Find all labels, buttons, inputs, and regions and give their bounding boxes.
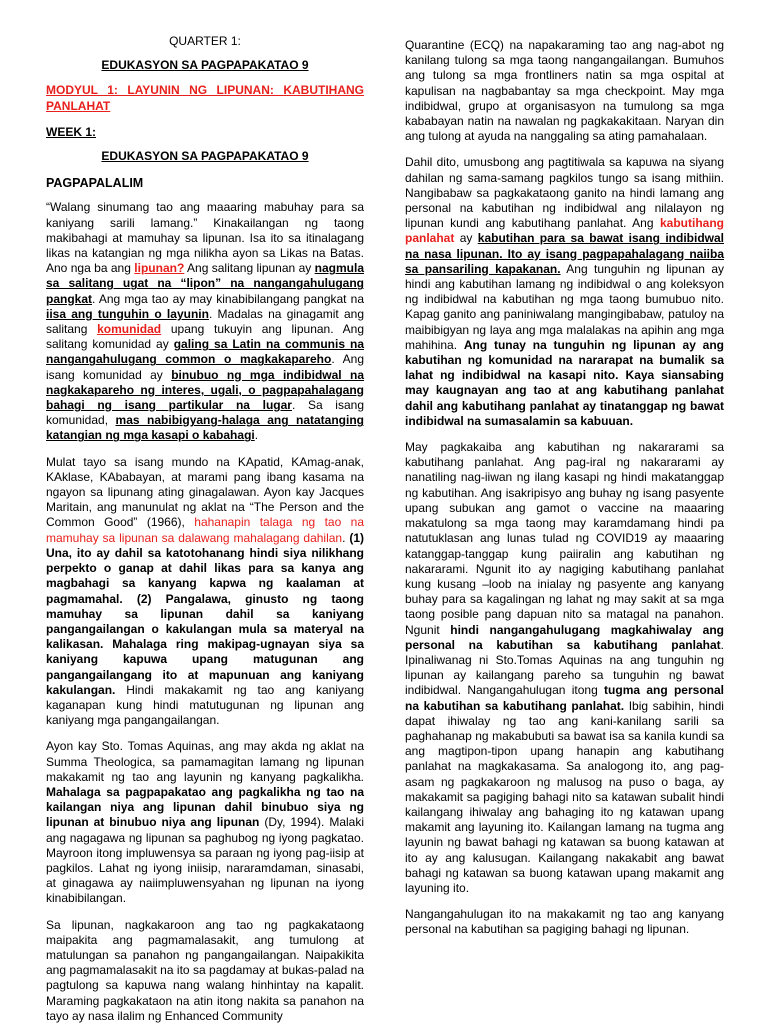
paragraph-conclusion: Nangangahulugan ito na makakamit ng tao ang kanyang personal na kabutihan sa pagiging bahagi ng lipunan. — [405, 907, 724, 937]
paragraph-pagmamalasakit: Sa lipunan, nagkakaroon ang tao ng pagkakataong maipakita ang pagmamalasakit, ang tumulong at matulungan sa panahon ng pangangailangan. Naipakikita ang pagmamalasakit na ito sa pagdamay at bukas-palad na pagtulong sa kapuwa nang walang hinhintay na kapalit. Maraming pagkakataon na atin itong nakita sa panahon na tayo ay nasa ilalim ng Enhanced Community — [46, 917, 364, 1023]
module-title: MODYUL 1: LAYUNIN NG LIPUNAN: KABUTIHANG PANLAHAT — [46, 83, 364, 113]
right-column — [405, 38, 724, 949]
section-heading: PAGPAPALALIM — [46, 176, 144, 191]
paragraph-nakararami: May pagkakaiba ang kabutihan ng nakararami sa kabutihang panlahat. Ang pag-iral ng nakararami ay nanatiling nag-iiwan ng ilang kasapi ng hindi makatanggap ng kabutihan. Ang isakripisyo ang buhay ng isang pasyente upang subukan ang gamot o vaccine na maaaring makatulong sa mga taong may karamdamang hindi pa natutuklasan ang lunas tulad ng COVID19 ay maaaring katanggap-tanggap kung paiiralin ang kabutihan ng nakararami. Ngunit ito ay nagiging kabutihang panlahat kung kusang –loob na inialay ng pasyente ang kanyang buhay para sa kagalingan ng lahat ng may sakit at sa mga taong posible pang dapuan nito sa matagal na panahon. Ngunit hindi nangangahulugang magkahiwalay ang personal na kabutihan sa kabutihang panlahat. Ipinaliwanag ni Sto.Tomas Aquinas na ang tunguhin ng lipunan ay kailangang pareho sa tunguhin ng bawat indibidwal. Nangangahulugan itong tugma ang personal na kabutihan sa kabutihang panlahat. Ibig sabihin, hindi dapat ihiwalay ng tao ang kani-kanilang sarili sa paghahanap ng makabubuti sa bawat isa sa kanila kundi sa ang magtipon-tipon upang hanapin ang kabutihang panlahat na magkakasama. Sa analogong ito, ang pag-asam ng pagkakaroon ng malusog na puso o baga, ay makakamit sa pagiging bahagi nito sa katawan subalit hindi kailangang ihiwalay ang bahaging ito ng katawan upang makamit ang layuning ito. Kailangan lamang na tugma ang layunin ng bawat bahagi ng katawan sa buong katawan at ito ay ang kalusugan. Kailangang nakakabit ang bawat bahagi ng katawan sa buong katawan upang makamit ang layuning ito. — [405, 440, 724, 895]
paragraph-ecq: Quarantine (ECQ) na napakaraming tao ang nag-abot ng kanilang tulong sa mga taong nangangailangan. Bumuhos ang tulong sa mga frontliners natin sa mga ospital at kapulisan na nagbabantay sa mga checkpoint. May mga indibidwal, grupo at organisasyon na tumulong sa mga kababayan natin na nawalan ng pagkakakitaan. Naryan din ang tulong at ayuda na nanggaling sa ating pamahalaan. — [405, 38, 724, 144]
paragraph-aquinas: Ayon kay Sto. Tomas Aquinas, ang may akda ng aklat na Summa Theologica, sa pamamagitan lamang ng lipunan makakamit ng tao ang layunin ng kanyang pagkalikha. Mahalaga sa pagpapakatao ang pagkalikha ng tao na kailangan niya ang lipunan dahil binubuo siya ng lipunan at binubuo niya ang lipunan (Dy, 1994). Malaki ang nagagawa ng lipunan sa paghubog ng iyong pagkatao. Mayroon itong impluwensya sa paraan ng iyong pag-iisip at pagkilos. Lahat ng iyong iniisip, nararamdaman, sinasabi, at ginagawa ay naiimpluwensyahan ng lipunan na iyong kinabibilangan. — [46, 739, 365, 906]
week-label: WEEK 1: — [46, 124, 97, 139]
subject-title: EDUKASYON SA PAGPAPAKATAO 9 — [101, 58, 309, 73]
paragraph-kabutihang-panlahat: Dahil dito, umusbong ang pagtitiwala sa kapuwa na siyang dahilan ng sama-samang pagkilos tungo sa isang mithiin. Nangibabaw sa pagkakataong ganito na hindi lamang ang personal na kabutihan ng indibidwal ang nilalayon ng lipunan kundi ang kabutihang panlahat. Ang kabutihang panlahat ay kabutihan para sa bawat isang indibidwal na nasa lipunan. Ito ay isang pagpapahalagang naiiba sa pansariling kapakanan. Ang tunguhin ng lipunan ay hindi ang kabutihan lamang ng indibidwal o ang koleksyon ng indibidwal na kabutihan ng mga taong bumubuo nito. Kapag ganito ang paniniwalang mangingibabaw, patuloy na maibibigyan ng laya ang mga malalakas na apihin ang mga mahihina. Ang tunay na tunguhin ng lipunan ay ang kabutihan ng komunidad na nararapat na bumalik sa lahat ng indibidwal na kasapi nito. Kaya siansabing may kaugnayan ang tao at ang kabutihang panlahat dahil ang kabutihang panlahat ay tinatanggap ng bawat indibidwal na sumasalamin sa kabuuan. — [405, 155, 724, 428]
left-column — [46, 34, 364, 1035]
quarter-label: QUARTER 1: — [169, 34, 241, 48]
paragraph-lipunan: “Walang sinumang tao ang maaaring mabuhay para sa kaniyang sarili lamang.” Kinakailangan ng taong makibahagi at mamuhay sa lipunan. Isa ito sa itinalagang likas na katangian ng mga nilikha ayon sa Likas na Batas. Ano nga ba ang lipunan? Ang salitang lipunan ay nagmula sa salitang ugat na “lipon” na nangangahulugang pangkat. Ang mga tao ay may kinabibilangang pangkat na iisa ang tunguhin o layunin. Madalas na ginagamit ang salitang komunidad upang tukuyin ang lipunan. Ang salitang komunidad ay galing sa Latin na communis na nangangahulugang common o magkakapareho. Ang isang komunidad ay binubuo ng mga indibidwal na nagkakapareho ng interes, ugali, o pagpapahalagang bahagi ng isang partikular na lugar. Sa isang komunidad, mas nabibigyang-halaga ang natatanging katangian ng mga kasapi o kabahagi. — [46, 200, 365, 443]
paragraph-maritain: Mulat tayo sa isang mundo na KApatid, KAmag-anak, KAklase, KAbabayan, at marami pang ibang kasama na ngayon sa lipunang ating ginagalawan. Ayon kay Jacques Maritain, ang manunulat ng aklat na “The Person and the Common Good” (1966), hahanapin talaga ng tao na mamuhay sa lipunan sa dalawang mahalagang dahilan. (1) Una, ito ay dahil sa katotohanang hindi siya nilikhang perpekto o ganap at dahil likas para sa kanya ang magbahagi sa kanyang kapwa ng kaalaman at pagmamahal. (2) Pangalawa, ginusto ng taong mamuhay sa lipunan dahil sa kaniyang pangangailangan o kakulangan mula sa materyal na kalikasan. Mahalaga ring makipag-ugnayan siya sa kaniyang kapuwa upang matugunan ang pangangailangang ito at mapunuan ang kaniyang kakulangan. Hindi makakamit ng tao ang kaniyang kaganapan kung hindi matutugunan ng lipunan ang kaniyang mga pangangailangan. — [46, 454, 365, 728]
subject-title-2: EDUKASYON SA PAGPAPAKATAO 9 — [101, 149, 309, 164]
